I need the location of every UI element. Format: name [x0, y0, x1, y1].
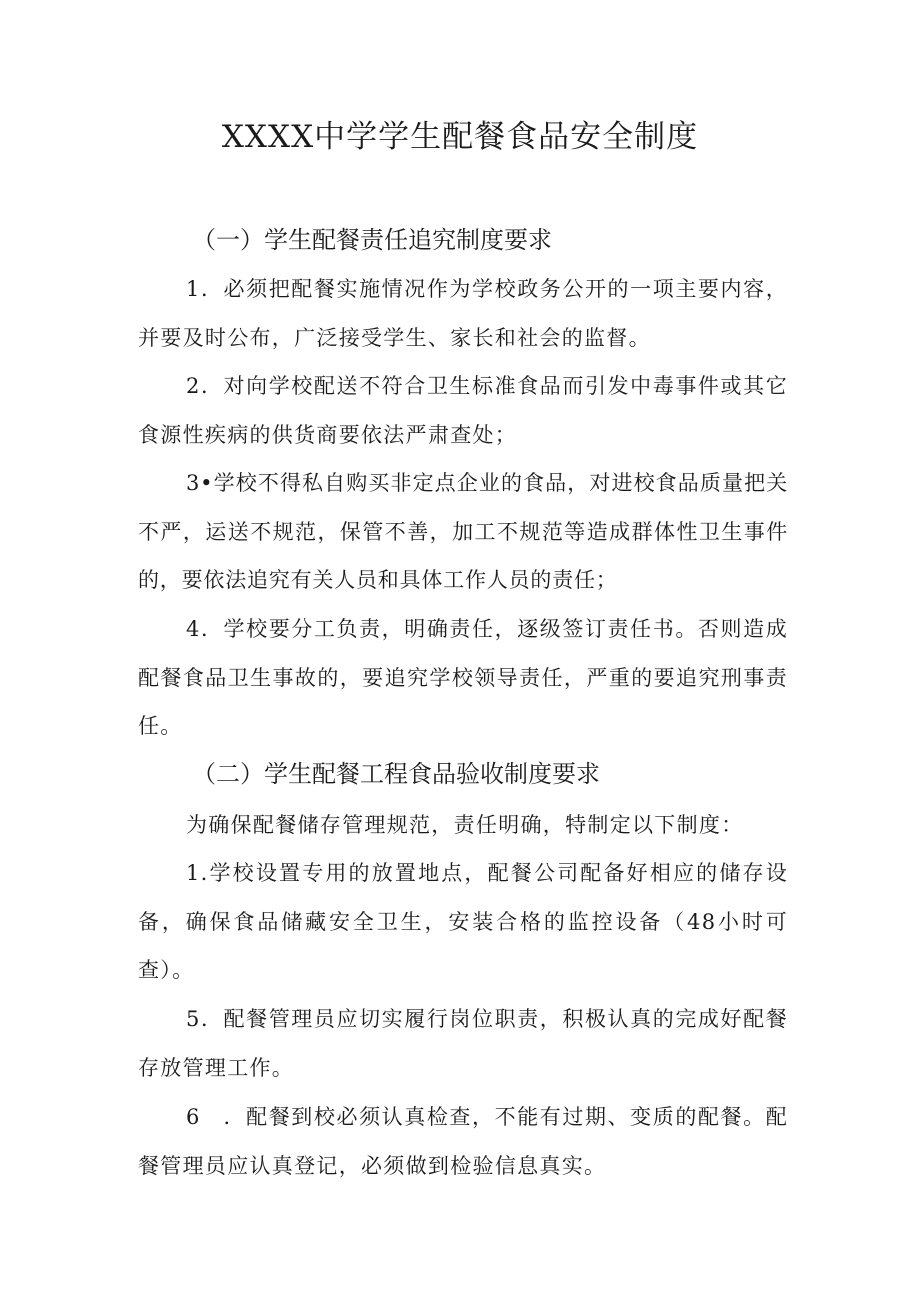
section-2-heading: （二）学生配餐工程食品验收制度要求 [192, 760, 600, 788]
section-1-item-4: 4．学校要分工负责，明确责任，逐级签订责任书。否则造成配餐食品卫生事故的，要追究学校领导责任，严重的要追究刑事责任。 [138, 617, 788, 738]
section-2-item-2: 5．配餐管理员应切实履行岗位职责，积极认真的完成好配餐存放管理工作。 [138, 1007, 788, 1080]
section-1-item-3: 3•学校不得私自购买非定点企业的食品，对进校食品质量把关不严，运送不规范，保管不善，加工不规范等造成群体性卫生事件的，要依法追究有关人员和具体工作人员的责任； [138, 471, 788, 592]
section-1-heading: （一）学生配餐责任追究制度要求 [192, 226, 552, 254]
document-title: XXXX中学学生配餐食品安全制度 [221, 119, 699, 155]
section-1-item-1: 1．必须把配餐实施情况作为学校政务公开的一项主要内容，并要及时公布，广泛接受学生、家长和社会的监督。 [138, 277, 788, 350]
section-2-intro: 为确保配餐储存管理规范，责任明确，特制定以下制度： [186, 813, 744, 837]
section-1-item-2: 2．对向学校配送不符合卫生标准食品而引发中毒事件或其它食源性疾病的供货商要依法严肃查处； [138, 374, 788, 447]
section-2-item-3: 6 ．配餐到校必须认真检查，不能有过期、变质的配餐。配餐管理员应认真登记，必须做到检验信息真实。 [138, 1105, 788, 1178]
section-2-item-1: 1.学校设置专用的放置地点，配餐公司配备好相应的储存设备，确保食品储藏安全卫生，安装合格的监控设备（48小时可查）。 [138, 861, 788, 982]
